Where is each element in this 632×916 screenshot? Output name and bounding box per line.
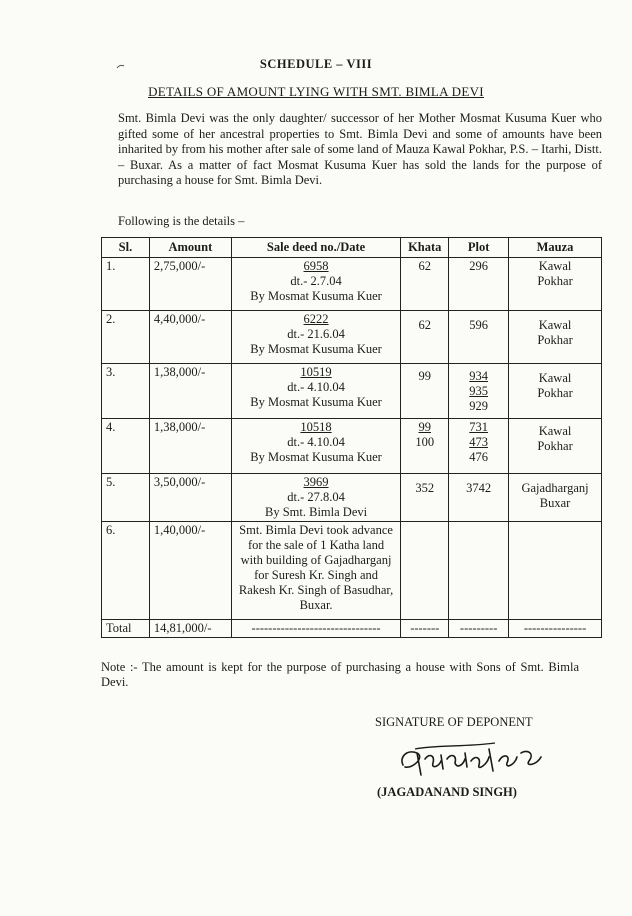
header-sl: Sl. — [102, 238, 150, 258]
table-header-row — [102, 238, 602, 258]
mauza-line: Kawal — [538, 259, 572, 273]
cell-khata — [401, 311, 449, 364]
header-khata: Khata — [401, 238, 449, 258]
mauza-line: Pokhar — [537, 386, 573, 400]
deed-by: By Mosmat Kusuma Kuer — [250, 342, 382, 356]
cell-sl: 5. — [102, 474, 150, 522]
plot-value: 473 — [469, 435, 489, 449]
handwritten-signature — [395, 735, 555, 785]
deed-by: By Mosmat Kusuma Kuer — [250, 289, 382, 303]
mauza-line: Buxar — [539, 496, 571, 510]
deed-date: dt.- 2.7.04 — [290, 274, 342, 288]
header-amount: Amount — [149, 238, 231, 258]
deed-by: By Mosmat Kusuma Kuer — [250, 395, 382, 409]
mauza-line: Pokhar — [537, 439, 573, 453]
plot-value: 476 — [469, 450, 489, 464]
plot-value: 731 — [469, 420, 489, 434]
mauza-line: Gajadharganj — [521, 481, 589, 495]
table-row — [102, 419, 602, 474]
khata-value: 352 — [415, 481, 435, 495]
cell-amount: 1,38,000/- — [149, 419, 231, 474]
total-label: Total — [102, 620, 150, 638]
cell-sl: 1. — [102, 258, 150, 311]
header-plot: Plot — [449, 238, 509, 258]
total-deed-dashes: ------------------------------- — [231, 620, 400, 638]
deed-date: dt.- 4.10.04 — [287, 380, 345, 394]
khata-value: 99 — [418, 420, 431, 434]
khata-value: 100 — [415, 435, 435, 449]
table-row — [102, 364, 602, 419]
deed-date: dt.- 27.8.04 — [287, 490, 345, 504]
cell-amount: 1,38,000/- — [149, 364, 231, 419]
table-intro: Following is the details – — [118, 214, 245, 228]
cell-sl: 6. — [102, 522, 150, 620]
cell-deed: Smt. Bimla Devi took advance for the sale of 1 Katha land with building of Gajadharganj for Suresh Kr. Singh and Rakesh Kr. Singh of Basudhar, Buxar. — [231, 522, 400, 620]
plot-value: 934 — [469, 369, 489, 383]
plot-value: 935 — [469, 384, 489, 398]
mauza-line: Kawal — [538, 318, 572, 332]
table-row — [102, 474, 602, 522]
khata-value: 62 — [418, 259, 431, 273]
total-row — [102, 620, 602, 638]
mauza-line: Kawal — [538, 371, 572, 385]
cell-deed — [231, 258, 400, 311]
cell-amount: 2,75,000/- — [149, 258, 231, 311]
cell-plot — [449, 364, 509, 419]
schedule-title: SCHEDULE – VIII — [259, 57, 373, 71]
plot-value: 596 — [469, 318, 489, 332]
mauza-line: Pokhar — [537, 274, 573, 288]
header-deed: Sale deed no./Date — [231, 238, 400, 258]
plot-value: 3742 — [466, 481, 492, 495]
header-mauza: Mauza — [509, 238, 602, 258]
cell-sl: 2. — [102, 311, 150, 364]
note-text: Note :- The amount is kept for the purpose of purchasing a house with Sons of Smt. Bimla Devi. — [101, 660, 579, 689]
mauza-line: Pokhar — [537, 333, 573, 347]
cell-deed — [231, 419, 400, 474]
cell-amount: 4,40,000/- — [149, 311, 231, 364]
cell-mauza — [509, 258, 602, 311]
deed-date: dt.- 4.10.04 — [287, 435, 345, 449]
body-paragraph: Smt. Bimla Devi was the only daughter/ successor of her Mother Mosmat Kusuma Kuer who gifted some of her ancestral properties to Smt. Bimla Devi and some of amounts have been inharited by from his mother after sale of some land of Mauza Kawal Pokhar, P.S. – Itarhi, Distt. – Buxar. As a matter of fact Mosmat Kusuma Kuer has sold the lands for the purpose of purchasing a house for Smt. Bimla Devi. — [118, 111, 602, 187]
table-row — [102, 522, 602, 620]
cell-amount: 1,40,000/- — [149, 522, 231, 620]
total-khata-dashes: ------- — [401, 620, 449, 638]
deed-number: 6958 — [303, 259, 329, 273]
cell-deed — [231, 311, 400, 364]
cell-sl: 4. — [102, 419, 150, 474]
signature-label: SIGNATURE OF DEPONENT — [375, 715, 533, 729]
deed-by: By Mosmat Kusuma Kuer — [250, 450, 382, 464]
cell-khata — [401, 419, 449, 474]
table-row — [102, 258, 602, 311]
deed-number: 10519 — [300, 365, 332, 379]
cell-mauza — [509, 364, 602, 419]
cell-plot — [449, 311, 509, 364]
cell-mauza — [509, 419, 602, 474]
total-mauza-dashes: --------------- — [509, 620, 602, 638]
cell-plot — [449, 419, 509, 474]
cell-plot — [449, 474, 509, 522]
khata-value: 99 — [418, 369, 431, 383]
mauza-line: Kawal — [538, 424, 572, 438]
cell-deed — [231, 474, 400, 522]
deponent-name: (JAGADANAND SINGH) — [377, 785, 517, 799]
cell-mauza — [509, 474, 602, 522]
deed-number: 3969 — [303, 475, 329, 489]
table-row — [102, 311, 602, 364]
cell-plot — [449, 522, 509, 620]
cell-plot — [449, 258, 509, 311]
cell-mauza — [509, 311, 602, 364]
cell-mauza — [509, 522, 602, 620]
cell-khata — [401, 364, 449, 419]
plot-value: 929 — [469, 399, 489, 413]
document-heading: DETAILS OF AMOUNT LYING WITH SMT. BIMLA DEVI — [148, 84, 484, 99]
cell-deed — [231, 364, 400, 419]
deed-by: By Smt. Bimla Devi — [265, 505, 368, 519]
khata-value: 62 — [418, 318, 431, 332]
total-plot-dashes: --------- — [449, 620, 509, 638]
plot-value: 296 — [469, 259, 489, 273]
deed-number: 10518 — [300, 420, 332, 434]
cell-sl: 3. — [102, 364, 150, 419]
cell-khata — [401, 522, 449, 620]
cell-amount: 3,50,000/- — [149, 474, 231, 522]
deed-date: dt.- 21.6.04 — [287, 327, 345, 341]
details-table — [101, 237, 602, 638]
cell-khata — [401, 258, 449, 311]
deed-number: 6222 — [303, 312, 329, 326]
total-amount: 14,81,000/- — [149, 620, 231, 638]
cell-khata — [401, 474, 449, 522]
